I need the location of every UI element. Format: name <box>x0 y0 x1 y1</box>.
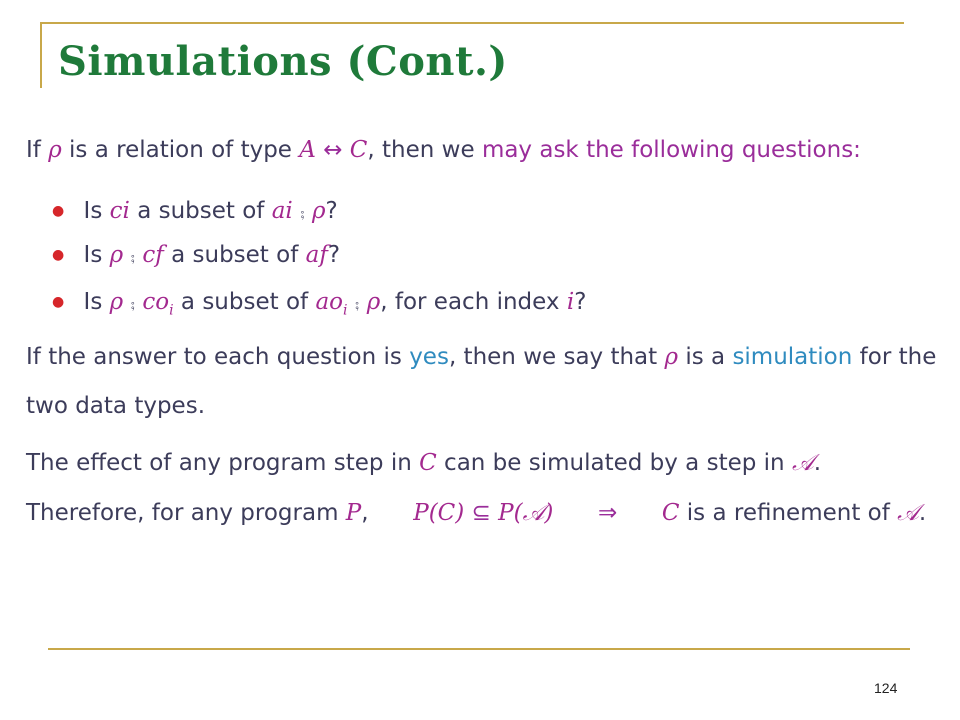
therefore-A: 𝒜 <box>897 500 919 526</box>
formula-right: P(𝒜) <box>498 500 554 526</box>
effect-text: The effect of any program step in <box>26 450 412 476</box>
q2-compose: ⨾ <box>130 242 136 268</box>
q3-rhs <box>315 289 348 319</box>
q3-rhs-base: ao <box>315 289 343 315</box>
q3-end: ? <box>574 289 587 315</box>
answer-part1: If the answer to each question is <box>26 344 402 370</box>
intro-if: If <box>26 137 41 163</box>
bullet-icon: ● <box>52 294 65 310</box>
bottom-rule <box>48 648 910 650</box>
intro-is-relation: is a relation of type <box>69 137 292 163</box>
therefore-C: C <box>661 500 680 526</box>
q2-tail: ? <box>327 242 341 268</box>
q2-is: Is <box>83 242 103 268</box>
q1-is: Is <box>83 198 103 224</box>
q3-subset: a subset of <box>180 289 309 315</box>
therefore-line <box>26 500 926 526</box>
top-rule <box>40 22 904 24</box>
bullet-icon: ● <box>52 247 65 263</box>
therefore-refinement: is a refinement of <box>686 500 890 526</box>
left-rule <box>40 22 42 88</box>
q1-rhs: ai <box>271 198 293 224</box>
q1-tail: ? <box>325 198 338 224</box>
formula-subseteq: ⊆ <box>471 500 491 526</box>
therefore-P: P <box>345 500 362 526</box>
answer-part2: , then we say that <box>448 344 658 370</box>
q3-rhs-sub: i <box>343 302 348 319</box>
q1-subset: a subset of <box>137 198 265 224</box>
intro-line <box>26 137 861 163</box>
therefore-text: Therefore, for any program <box>26 500 339 526</box>
q3-index: i <box>566 289 575 315</box>
q3-is: Is <box>83 289 103 315</box>
answer-part3: is a <box>685 344 726 370</box>
therefore-comma: , <box>361 500 369 526</box>
slide-title: Simulations (Cont.) <box>58 38 508 85</box>
q1-compose: ⨾ <box>300 198 305 224</box>
q3-lhs <box>142 289 174 319</box>
formula-left: P(C) <box>413 500 465 526</box>
q3-compose-2: ⨾ <box>354 289 360 315</box>
question-2 <box>52 242 340 268</box>
q3-tail: , for each index <box>380 289 560 315</box>
q3-lhs-sub: i <box>169 302 174 319</box>
effect-A: 𝒜 <box>791 450 814 476</box>
effect-C: C <box>419 450 437 476</box>
q1-rho: ρ <box>312 198 326 224</box>
answer-rho: ρ <box>664 344 679 370</box>
intro-may-ask: may ask the following questions: <box>481 137 861 163</box>
answer-part4: for the <box>859 344 937 370</box>
q2-subset: a subset of <box>171 242 299 268</box>
answer-line-2: two data types. <box>26 393 206 419</box>
formula-implies: ⇒ <box>597 500 618 526</box>
effect-text2: can be simulated by a step in <box>444 450 785 476</box>
q3-lhs-base: co <box>142 289 170 315</box>
answer-yes: yes <box>409 344 449 370</box>
answer-simulation: simulation <box>732 344 853 370</box>
effect-end: . <box>813 450 822 476</box>
page-number: 124 <box>874 680 898 696</box>
q1-lhs: ci <box>109 198 130 224</box>
effect-line <box>26 450 821 476</box>
q2-lhs: cf <box>142 242 164 268</box>
therefore-end: . <box>918 500 927 526</box>
q2-rhs: af <box>305 242 328 268</box>
intro-then-we: , then we <box>367 137 475 163</box>
intro-type-A: A <box>299 137 316 163</box>
q3-rho-2: ρ <box>366 289 381 315</box>
q3-rho: ρ <box>109 289 124 315</box>
question-3 <box>52 289 586 319</box>
q3-compose: ⨾ <box>130 289 136 315</box>
intro-rho: ρ <box>48 137 62 163</box>
intro-arrow: ↔ <box>323 137 343 163</box>
answer-line-1 <box>26 344 936 370</box>
intro-type-C: C <box>349 137 368 163</box>
bullet-icon: ● <box>52 203 65 219</box>
q2-rho: ρ <box>109 242 124 268</box>
question-1 <box>52 198 338 224</box>
